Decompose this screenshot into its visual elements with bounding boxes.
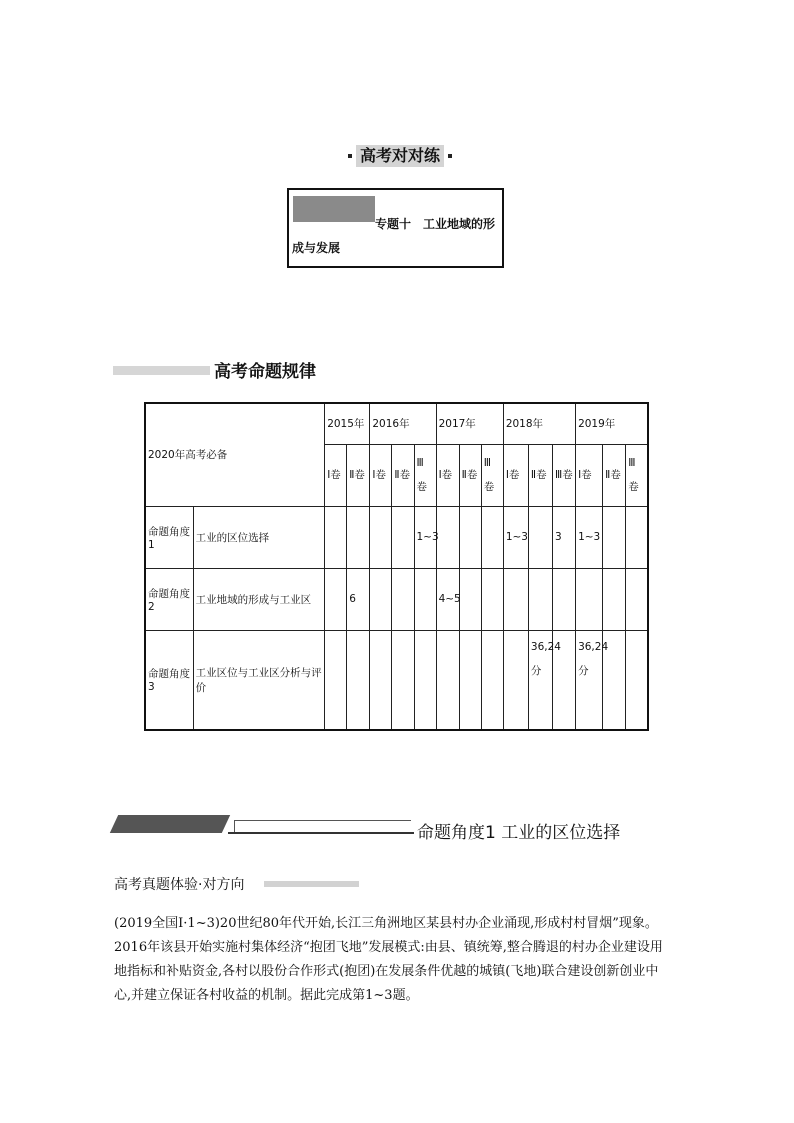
paper-header: Ⅱ卷 [347, 444, 370, 506]
row-topic: 工业的区位选择 [193, 506, 325, 568]
table-cell: 36,24分 [528, 630, 552, 730]
year-header: 2019年 [576, 403, 648, 444]
year-header: 2016年 [370, 403, 436, 444]
row-angle: 命题角度3 [145, 630, 193, 730]
square-bullet-icon [448, 154, 452, 158]
table-cell [481, 506, 503, 568]
year-header: 2017年 [436, 403, 503, 444]
table-cell [370, 630, 392, 730]
row-angle: 命题角度1 [145, 506, 193, 568]
row-topic: 工业区位与工业区分析与评价 [193, 630, 325, 730]
section-decor-bar [113, 366, 210, 375]
table-cell: 1~3 [576, 506, 603, 568]
paper-header: Ⅲ卷 [626, 444, 648, 506]
exam-pattern-table [144, 402, 649, 731]
banner-title-text: 高考对对练 [356, 145, 444, 167]
topic-title-line1: 专题十 工业地域的形 [375, 217, 496, 231]
table-cell: 6 [347, 568, 370, 630]
table-cell [459, 630, 481, 730]
angle-decor-block [110, 815, 230, 833]
table-cell [347, 506, 370, 568]
paper-header: Ⅱ卷 [459, 444, 481, 506]
section-title: 高考命题规律 [214, 362, 316, 382]
paper-header: Ⅰ卷 [325, 444, 347, 506]
paper-header: Ⅰ卷 [576, 444, 603, 506]
table-row [145, 630, 648, 730]
table-row [145, 506, 648, 568]
paper-header: Ⅲ卷 [552, 444, 575, 506]
paper-header: Ⅱ卷 [603, 444, 626, 506]
table-cell [392, 568, 414, 630]
table-cell: 4~5 [436, 568, 459, 630]
angle-decor-line [228, 832, 414, 834]
paper-header: Ⅰ卷 [503, 444, 528, 506]
table-cell [414, 568, 436, 630]
table-cell [603, 506, 626, 568]
row-angle: 命题角度2 [145, 568, 193, 630]
topic-box [287, 188, 504, 268]
table-cell [436, 506, 459, 568]
table-cell: 3 [552, 506, 575, 568]
table-row [145, 568, 648, 630]
table-cell [325, 630, 347, 730]
table-cell [481, 630, 503, 730]
paper-header: Ⅰ卷 [370, 444, 392, 506]
table-cell [552, 568, 575, 630]
table-cell [626, 630, 648, 730]
paper-header: Ⅲ卷 [481, 444, 503, 506]
year-header: 2018年 [503, 403, 575, 444]
table-cell [626, 506, 648, 568]
table-cell [481, 568, 503, 630]
table-cell: 1~3 [503, 506, 528, 568]
table-cell [503, 630, 528, 730]
table-cell [503, 568, 528, 630]
table-cell [436, 630, 459, 730]
table-year-row [145, 403, 648, 444]
topic-title-line2: 成与发展 [292, 241, 341, 255]
table-cell [370, 568, 392, 630]
row-topic: 工业地域的形成与工业区 [193, 568, 325, 630]
table-cell [347, 630, 370, 730]
practice-title: 高考真题体验·对方向 [114, 877, 245, 893]
table-cell [603, 568, 626, 630]
table-cell [459, 506, 481, 568]
table-cell [392, 630, 414, 730]
question-stem: (2019全国Ⅰ·1~3)20世纪80年代开始,长江三角洲地区某县村办企业涌现,形成村村冒烟”现象。2016年该县开始实施村集体经济“抱团飞地”发展模式:由县、镇统筹,整合腾退的村办企业建设用地指标和补贴资金,各村以股份合作形式(抱团)在发展条件优越的城镇(飞地)联合建设创新创业中心,并建立保证各村收益的机制。据此完成第1~3题。 [114, 916, 663, 1003]
table-cell [370, 506, 392, 568]
table-cell: 1~3 [414, 506, 436, 568]
topic-label-block [293, 196, 375, 222]
table-cell [576, 568, 603, 630]
table-cell [414, 630, 436, 730]
banner-title [340, 144, 460, 168]
paper-header: Ⅲ卷 [414, 444, 436, 506]
table-cell [528, 568, 552, 630]
table-cell [528, 506, 552, 568]
table-cell [325, 506, 347, 568]
paper-header: Ⅱ卷 [528, 444, 552, 506]
table-corner: 2020年高考必备 [145, 403, 325, 506]
angle-title: 命题角度1 工业的区位选择 [417, 823, 621, 843]
paper-header: Ⅱ卷 [392, 444, 414, 506]
year-header: 2015年 [325, 403, 347, 444]
table-cell: 36,24分 [576, 630, 603, 730]
paper-header: Ⅰ卷 [436, 444, 459, 506]
practice-decor-bar [264, 881, 359, 887]
table-cell [325, 568, 347, 630]
square-bullet-icon [348, 154, 352, 158]
table-cell [459, 568, 481, 630]
table-cell [392, 506, 414, 568]
table-cell [626, 568, 648, 630]
